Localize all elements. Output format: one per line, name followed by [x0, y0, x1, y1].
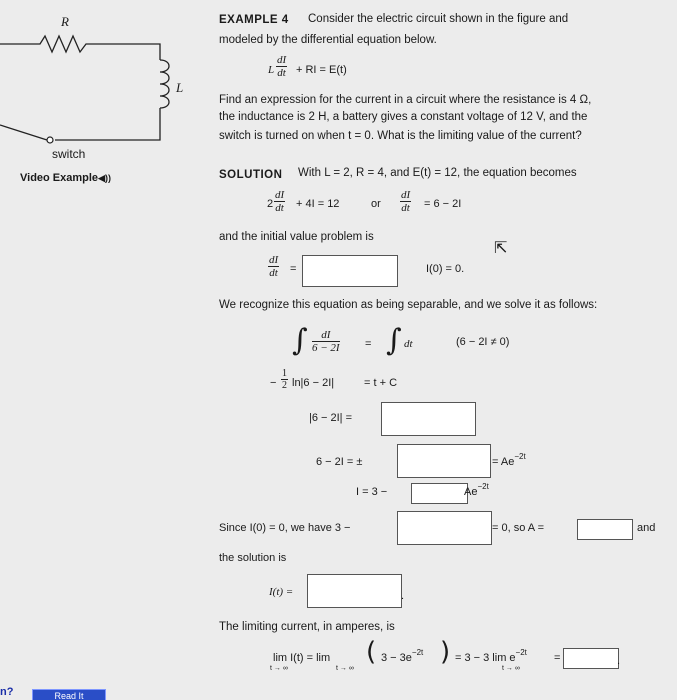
eq1-fraction-num: dI: [275, 189, 285, 201]
integral-fraction-num: dI: [312, 329, 340, 342]
stepI-rhs: [464, 482, 489, 498]
example-heading: EXAMPLE 4: [219, 14, 289, 26]
since-text: Since I(0) = 0, we have 3 −: [219, 522, 351, 534]
eq2-fraction-num: dI: [401, 189, 411, 201]
video-example-label: Video Example: [20, 172, 99, 184]
lim-eq3: =: [554, 652, 561, 664]
ivp-text: and the initial value problem is: [219, 231, 374, 243]
switch-contact: [47, 137, 53, 143]
lim-eq2-exp: −2t: [515, 648, 527, 657]
video-example-link[interactable]: [20, 172, 111, 184]
step6-answer-box[interactable]: [397, 444, 491, 478]
integral-sign-right: ∫: [386, 323, 402, 358]
example-intro-line-2: modeled by the differential equation below.: [219, 34, 437, 46]
lim-paren-open: (: [366, 637, 377, 667]
integral-eq-sign: =: [365, 338, 372, 350]
eq1-fraction: [274, 189, 285, 214]
eq2-fraction-den: dt: [401, 202, 410, 214]
since-answer-box[interactable]: [397, 511, 492, 545]
lim-expr: lim I(t) = lim: [273, 652, 331, 664]
step6-rhs-base: = Ae: [492, 456, 515, 468]
ivp-fraction: [268, 254, 279, 279]
ivp-eq-sign: =: [290, 263, 297, 275]
ln-half: [281, 368, 288, 391]
eq2-fraction: [400, 189, 411, 214]
stepI-left: I = 3 −: [356, 486, 388, 498]
condition: (6 − 2I ≠ 0): [456, 336, 510, 348]
since-mid: = 0, so A =: [492, 522, 544, 534]
ivp-fraction-num: dI: [269, 254, 279, 266]
cursor-icon: ⇱: [494, 240, 508, 257]
It-answer-box[interactable]: [307, 574, 405, 608]
switch-label: switch: [52, 147, 86, 161]
find-line-1: Find an expression for the current in a circuit where the resistance is 4 Ω,: [219, 94, 592, 106]
switch-lever: [0, 125, 47, 140]
lim-paren-exp: −2t: [411, 648, 424, 657]
ln-minus: −: [270, 377, 277, 389]
It-period: .: [401, 590, 405, 602]
abs-answer-box[interactable]: [381, 402, 476, 436]
since-end: and: [637, 522, 656, 534]
It-label: I(t) =: [269, 586, 294, 598]
circuit-diagram: [0, 0, 200, 150]
integral-fraction-den: 6 − 2I: [312, 342, 340, 354]
ln-expression: ln|6 − 2I|: [292, 377, 335, 389]
lim-sub-3: t → ∞: [502, 665, 520, 672]
eq-rest: + RI = E(t): [296, 64, 347, 76]
solution-heading: SOLUTION: [219, 169, 283, 181]
lim-paren-expr: [381, 648, 424, 664]
ln-rhs: = t + C: [364, 377, 398, 389]
abs-line: |6 − 2I| =: [309, 412, 353, 424]
step6-left: 6 − 2I = ±: [316, 456, 363, 468]
corner-text: n?: [0, 686, 14, 698]
lim-paren-base: 3 − 3e: [381, 652, 412, 664]
lim-paren-close: ): [440, 637, 451, 667]
speaker-icon: ◀)): [98, 173, 111, 183]
stepI-answer-box[interactable]: [411, 483, 468, 504]
inductor-coil: [160, 60, 169, 108]
with-line: With L = 2, R = 4, and E(t) = 12, the equation becomes: [298, 167, 577, 179]
ivp-init: I(0) = 0.: [426, 263, 465, 275]
limit-answer-box[interactable]: [563, 648, 619, 669]
find-line-3: switch is turned on when t = 0. What is the limiting value of the current?: [219, 130, 582, 142]
stepI-rhs-base: Ae: [464, 486, 478, 498]
find-line-2: the inductance is 2 H, a battery gives a constant voltage of 12 V, and the: [219, 111, 588, 123]
eq2-rest: = 6 − 2I: [424, 198, 462, 210]
eq1-coef: 2: [267, 198, 274, 210]
step6-rhs-exp: −2t: [514, 452, 526, 461]
inductor-label: L: [176, 80, 184, 95]
circuit-wire-top: [0, 36, 160, 60]
ln-half-den: 2: [282, 380, 287, 391]
or-text: or: [371, 198, 381, 210]
eq-fraction-num: dI: [277, 54, 287, 66]
eq-fraction-den: dt: [277, 67, 286, 79]
ivp-answer-box[interactable]: [302, 255, 398, 287]
lim-sub-1: t → ∞: [270, 665, 288, 672]
A-answer-box[interactable]: [577, 519, 633, 540]
solution-is-text: the solution is: [219, 552, 287, 564]
ivp-fraction-den: dt: [269, 267, 278, 279]
eq-fraction-dI-dt: [276, 54, 287, 79]
ln-half-num: 1: [282, 368, 287, 379]
integral-rhs: dt: [404, 338, 413, 350]
lim-period: .: [617, 655, 621, 667]
resistor-label: R: [61, 14, 69, 29]
circuit-wire-right: [55, 108, 160, 140]
lim-sub-2: t → ∞: [336, 665, 354, 672]
integral-fraction: [312, 329, 340, 354]
integral-sign-left: ∫: [292, 323, 308, 358]
separable-text: We recognize this equation as being separable, and we solve it as follows:: [219, 299, 598, 311]
limiting-text: The limiting current, in amperes, is: [219, 621, 395, 633]
eq1-fraction-den: dt: [275, 202, 284, 214]
read-it-button[interactable]: Read It: [32, 689, 106, 700]
stepI-rhs-exp: −2t: [477, 482, 489, 491]
eq-L: L: [268, 64, 275, 76]
lim-eq2: [455, 648, 527, 664]
eq1-rest: + 4I = 12: [296, 198, 340, 210]
step6-rhs: [492, 452, 526, 468]
example-intro-line-1: Consider the electric circuit shown in the figure and: [308, 13, 569, 25]
lim-eq2-base: = 3 − 3 lim e: [455, 652, 516, 664]
